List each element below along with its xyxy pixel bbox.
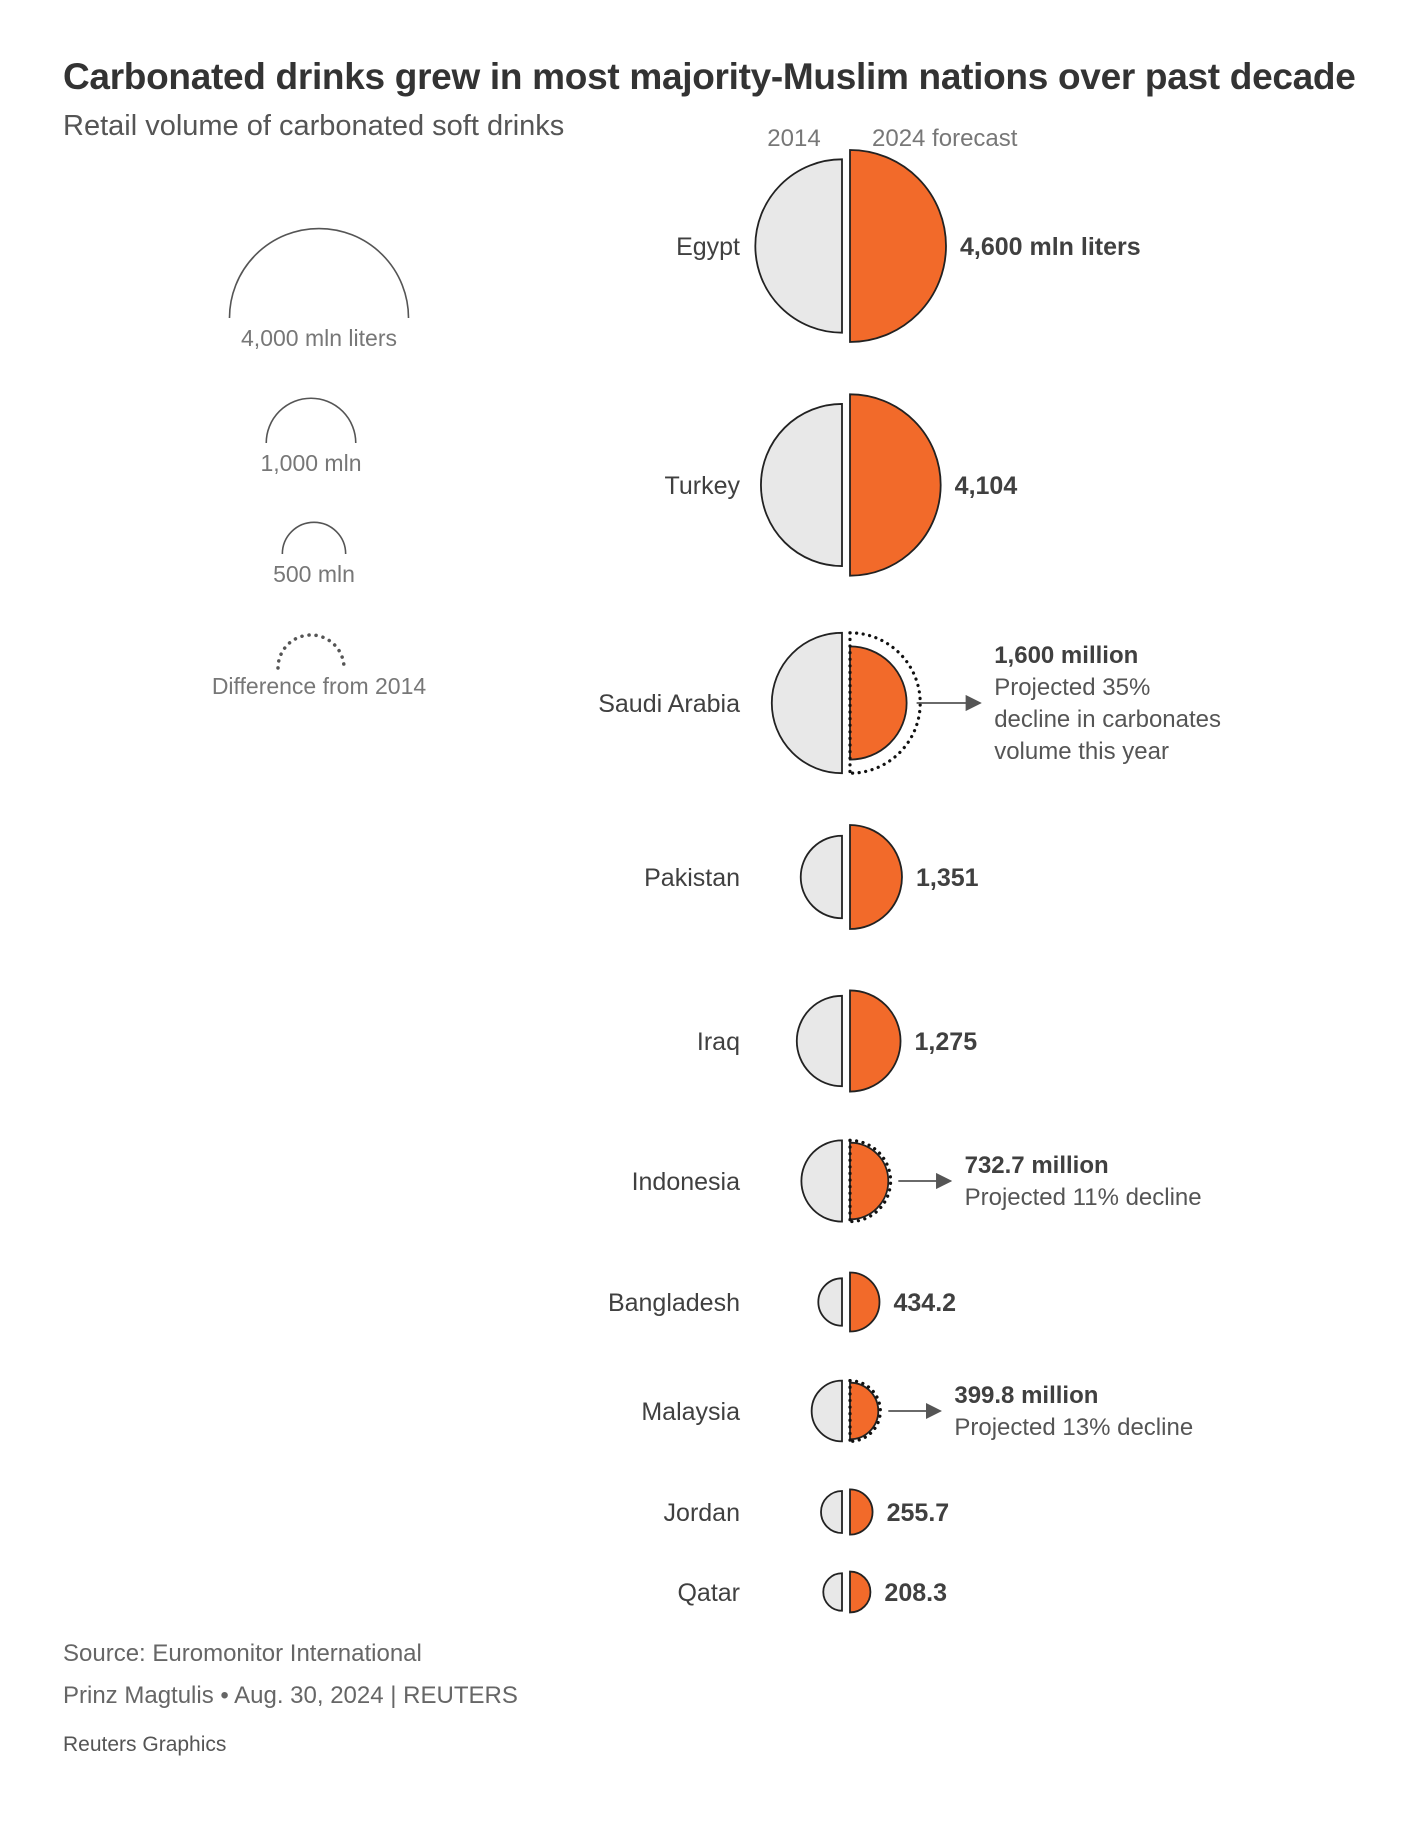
half-circle-2014 — [812, 1381, 842, 1442]
country-label: Pakistan — [644, 864, 740, 892]
legend-size-label: 1,000 mln — [260, 450, 362, 476]
source-note: Source: Euromonitor International — [63, 1640, 422, 1667]
value-label: 4,600 mln liters — [960, 233, 1141, 261]
country-label: Jordan — [663, 1499, 740, 1527]
legend-size-label: 500 mln — [273, 561, 355, 587]
country-label: Iraq — [696, 1028, 740, 1056]
half-circle-2024 — [850, 1572, 870, 1613]
half-circle-2024 — [850, 1273, 879, 1332]
annotation-note: Projected 11% decline — [964, 1184, 1202, 1211]
half-circle-2024 — [850, 990, 901, 1091]
annotation-note: decline in carbonates — [994, 706, 1222, 733]
half-circle-2014 — [772, 633, 842, 773]
legend-size-arc — [282, 522, 345, 554]
value-label: 434.2 — [893, 1289, 957, 1317]
half-circle-2024 — [850, 150, 946, 342]
country-label: Saudi Arabia — [598, 690, 740, 718]
brand-note: Reuters Graphics — [63, 1733, 227, 1756]
value-label: 1,275 — [914, 1028, 978, 1056]
value-label: 255.7 — [886, 1499, 950, 1527]
legend-size-arc — [266, 398, 356, 443]
value-label: 208.3 — [884, 1579, 947, 1607]
country-label: Egypt — [676, 233, 740, 261]
legend-difference-arc — [278, 635, 344, 668]
half-circle-2024 — [850, 825, 902, 929]
value-label: 1,600 million — [994, 642, 1139, 669]
annotation-note: Projected 35% — [994, 674, 1151, 701]
country-label: Qatar — [677, 1579, 740, 1607]
annotation-note: Projected 13% decline — [954, 1414, 1194, 1441]
half-circle-2014 — [821, 1491, 842, 1533]
half-circle-2014 — [801, 836, 842, 919]
value-label: 732.7 million — [964, 1152, 1109, 1179]
half-circle-2014 — [823, 1573, 842, 1610]
value-label: 1,351 — [916, 864, 979, 892]
half-circle-2014 — [797, 996, 842, 1086]
legend-difference-label: Difference from 2014 — [211, 673, 427, 699]
credit-line: Prinz Magtulis • Aug. 30, 2024 | REUTERS — [63, 1682, 518, 1709]
country-label: Malaysia — [641, 1398, 740, 1426]
legend-size-arc — [229, 229, 408, 318]
annotation-note: volume this year — [994, 738, 1169, 765]
half-circle-2024 — [850, 394, 941, 575]
legend-size-label: 4,000 mln liters — [241, 325, 397, 351]
half-circle-2014 — [755, 159, 842, 332]
page-subtitle: Retail volume of carbonated soft drinks — [63, 110, 565, 142]
value-label: 4,104 — [954, 472, 1018, 500]
column-label-2024: 2024 forecast — [872, 125, 1018, 152]
half-circle-2024 — [850, 1489, 873, 1534]
half-circle-2024 — [850, 646, 907, 759]
column-label-2014: 2014 — [767, 125, 821, 152]
country-label: Bangladesh — [607, 1289, 740, 1317]
half-circle-2024 — [850, 1143, 888, 1220]
page-title: Carbonated drinks grew in most majority-Muslim nations over past decade — [63, 56, 1356, 97]
value-label: 399.8 million — [954, 1382, 1099, 1409]
half-circle-2014 — [761, 404, 842, 566]
country-label: Indonesia — [631, 1168, 740, 1196]
country-label: Turkey — [664, 472, 740, 500]
half-circle-2014 — [801, 1140, 842, 1221]
half-circle-2014 — [818, 1278, 842, 1325]
